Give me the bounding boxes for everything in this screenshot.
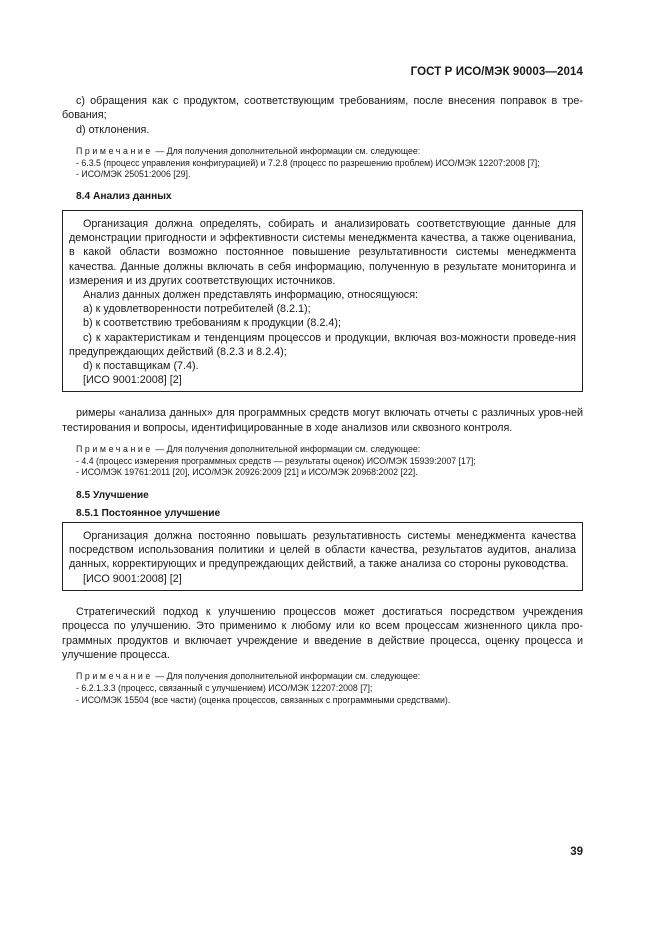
page-content (62, 94, 583, 706)
note-label: Примечание (76, 671, 153, 682)
quote-reference: [ИСО 9001:2008] [2] (83, 572, 182, 585)
page-number: 39 (570, 846, 583, 858)
quote-reference: [ИСО 9001:2008] [2] (83, 374, 182, 387)
body-paragraph: римеры «анализа данных» для программных средств могут включать отчеты с различных уров-ней тестирования и вопросы, идентифицированные в ходе анализов или сквозного контроля. (62, 407, 583, 434)
note-header (62, 444, 583, 456)
note-item: - ИСО/МЭК 19761:2011 [20], ИСО/МЭК 20926:2009 [21] и ИСО/МЭК 20968:2002 [22]. (76, 467, 418, 478)
note-header (62, 671, 583, 683)
note-item: - 6.2.1.3.3 (процесс, связанный с улучшением) ИСО/МЭК 12207:2008 [7]; (76, 683, 373, 694)
note-item: - ИСО/МЭК 15504 (все части) (оценка процессов, связанных с программными средствами). (76, 694, 451, 705)
note-item: - ИСО/МЭК 25051:2006 [29]. (76, 169, 191, 180)
note-label: Примечание (76, 146, 153, 157)
list-item-c: c) обращения как с продуктом, соответствующим требованиям, после внесения поправок в тре-бования; (62, 95, 583, 122)
section-heading: 8.4 Анализ данных (76, 191, 172, 202)
quote-box (62, 522, 583, 591)
quote-paragraph: Анализ данных должен представлять информацию, относящуюся: (83, 289, 419, 302)
note-text: — Для получения дополнительной информации см. следующее: (152, 146, 421, 157)
quote-box (62, 210, 583, 392)
note-item: - 4.4 (процесс измерения программных средств — результаты оценок) ИСО/МЭК 15939:2007 [17]; (76, 455, 476, 466)
note-block (62, 671, 583, 706)
quote-list-item: d) к поставщикам (7.4). (83, 360, 199, 373)
note-text: — Для получения дополнительной информации см. следующее: (152, 671, 421, 682)
subsection-heading: 8.5.1 Постоянное улучшение (76, 508, 221, 520)
note-block (62, 146, 583, 181)
note-text: — Для получения дополнительной информации см. следующее: (152, 444, 421, 455)
quote-paragraph: Организация должна определять, собирать и анализировать соответствующие данные для демонстрации пригодности и эффективности системы менеджмента качества, а также оцениваниa, в какой области возможно постоянное повышение результативности системы менеджмента качества. Данные должны включать в себя информацию, полученную в результате мониторинга и измерения и из других соответствующих источников. (69, 218, 576, 287)
document-header: ГОСТ Р ИСО/МЭК 90003—2014 (410, 66, 583, 78)
quote-list-item: c) к характеристикам и тенденциям процессов и продукции, включая воз-можности проведе-ния предупреждающих действий (8.2.3 и 8.2.4); (69, 331, 576, 358)
note-label: Примечание (76, 444, 153, 455)
section-heading: 8.5 Улучшение (76, 490, 149, 502)
quote-paragraph: Организация должна постоянно повышать результативность системы менеджмента качества посредством использования политики и целей в области качества, результатов аудитов, анализа данных, корректирующих и предупреждающих действий, а также анализа со стороны руководства. (69, 530, 576, 571)
note-block (62, 444, 583, 479)
list-item-d: d) отклонения. (76, 123, 150, 136)
note-item: - 6.3.5 (процесс управления конфигурацией) и 7.2.8 (процесс по разрешению проблем) ИСО/МЭК 12207:2008 [7]; (76, 157, 540, 168)
quote-list-item: a) к удовлетворенности потребителей (8.2.1); (83, 303, 311, 316)
note-header (62, 146, 583, 158)
quote-list-item: b) к соответствию требованиям к продукции (8.2.4); (83, 317, 341, 330)
body-paragraph: Стратегический подход к улучшению процессов может достигаться посредством учреждения процесса по улучшению. Это применимо к любому или ко всем процессам жизненного цикла про-граммных продуктов и включает учреждение и введение в действие процесса, оценку процесса и улучшение процесса. (62, 605, 583, 662)
